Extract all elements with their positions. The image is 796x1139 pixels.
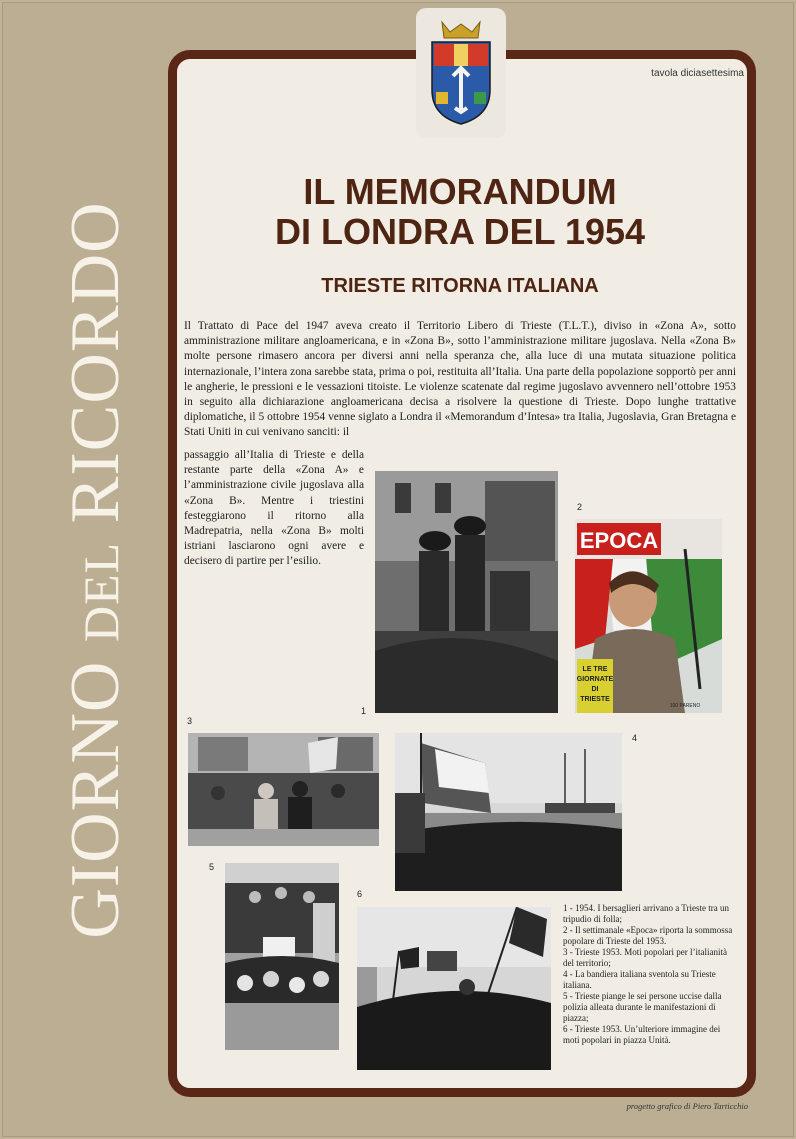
side-title-word-3: RICORDO [57,201,134,524]
magazine-price: 100 PARENO [669,703,701,709]
title-line-2: DI LONDRA DEL 1954 [274,211,646,252]
side-title-word-1: GIORNO [57,660,134,939]
magazine-line-4: TRIESTE [580,696,610,703]
page-subtitle: TRIESTE RITORNA ITALIANA [321,275,599,297]
magazine-line-2: GIORNATE [576,676,614,683]
caption-3: 3 - Trieste 1953. Moti popolari per l’italianità del territorio; [563,947,727,968]
caption-4: 4 - La bandiera italiana sventola su Trieste italiana. [563,969,716,990]
photo-number-2: 2 [577,502,583,512]
side-title-word-2: DEL [73,541,129,643]
photo-number-3: 3 [187,716,193,726]
caption-1: 1 - 1954. I bersaglieri arrivano a Trieste tra un tripudio di folla; [563,903,729,924]
photo-3-protest [188,733,379,846]
caption-5: 5 - Trieste piange le sei persone uccise dalla polizia alleata durante le manifestazioni di piazza; [563,991,722,1023]
photo-number-1: 1 [361,706,367,716]
side-title [57,201,134,939]
body-paragraph-main: Il Trattato di Pace del 1947 aveva creato il Territorio Libero di Trieste (T.L.T.), diviso in «Zona A», sotto amministrazione militare angloamericana, e in «Zona B», sotto l’amministrazione militare jugoslava. Nella «Zona B» molte persone rimasero ancora per diversi anni nella speranza che, alla luce di una mutata situazione politica internazionale, l’intera zona sarebbe stata, prima o poi, restituita all’Italia. Una parte della popolazione sopportò per anni le angherie, le pressioni e le vessazioni titoiste. Le violenze scatenate dal regime jugoslavo avvennero nell’ottobre 1953 in seguito alla dichiarazione angloamericana decisa a risolvere la questione di Trieste. Dopo lunghe trattative diplomatiche, il 5 ottobre 1954 venne siglato a Londra il «Memorandum d’Intesa» tra Italia, Jugoslavia, Gran Bretagna e Stati Uniti in cui venivano sanciti: il [184,320,736,439]
photo-4-flag-harbor [395,733,622,891]
photo-6-piazza-unita [357,907,551,1070]
title-line-1: IL MEMORANDUM [303,171,617,212]
crest-box [416,8,506,138]
magazine-line-1: LE TRE [582,666,608,673]
caption-6: 6 - Trieste 1953. Un’ulteriore immagine dei moti popolari in piazza Unità. [563,1024,721,1045]
photo-5-mourning [225,863,339,1050]
design-credits: progetto grafico di Piero Tarticchio [626,1101,748,1111]
photo-captions [563,903,733,1046]
page-title [200,172,720,252]
trieste-crest-icon [428,20,494,126]
photo-number-6: 6 [357,889,363,899]
photo-number-4: 4 [632,733,638,743]
caption-2: 2 - Il settimanale «Epoca» riporta la sommossa popolare di Trieste del 1953. [563,925,733,946]
table-label: tavola diciasettesima [651,68,744,79]
magazine-title: EPOCA [579,528,659,553]
photo-2-epoca-cover [575,519,722,713]
photo-number-5: 5 [209,862,215,872]
photo-1-bersaglieri [375,471,558,713]
body-paragraph-continued: passaggio all’Italia di Trieste e della restante parte della «Zona A» e l’amministrazione civile jugoslava alla «Zona B». Mentre i triestini festeggiarono il ritorno alla Madrepatria, nella «Zona B» molti istriani lasciarono ogni avere e decisero di partire per l’esilio. [184,449,364,568]
magazine-line-3: DI [591,686,599,693]
